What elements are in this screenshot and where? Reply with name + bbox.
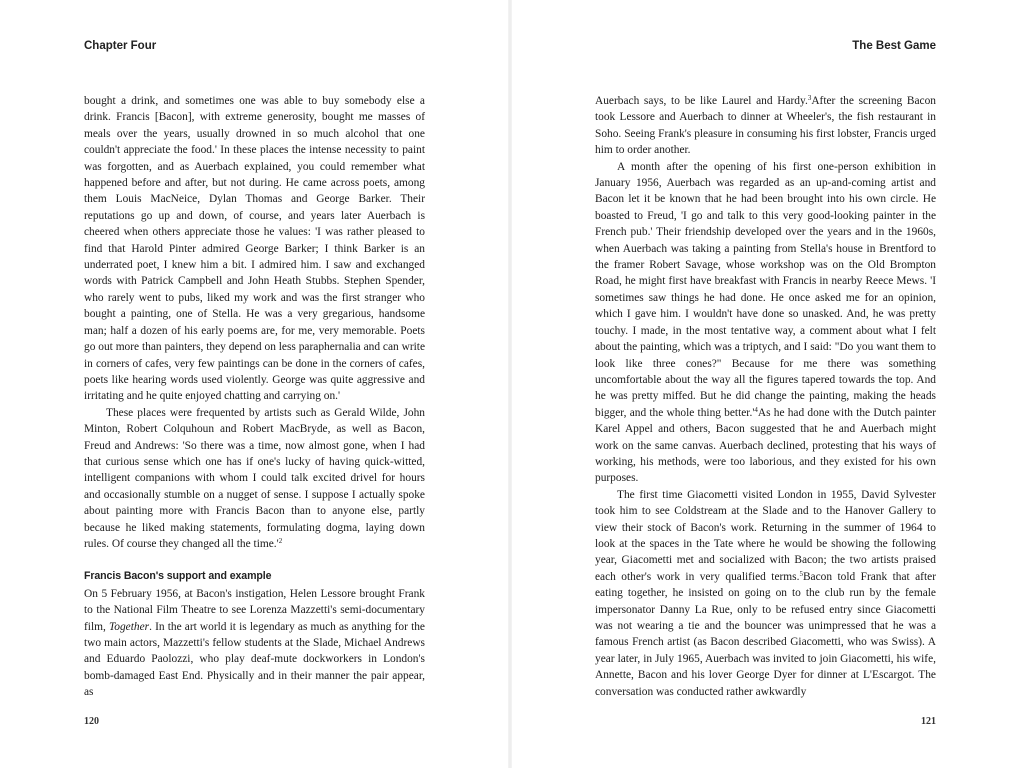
left-paragraph-3-end: . In the art world it is legendary as much as anything for the two main actors, Mazzetti's fellow students at the Slade, Michael Andrews and Eduardo Paolozzi, who play deaf-mute dockworkers in London's bomb-damaged East End. Physically and in their manner the pair appear, as (84, 620, 425, 699)
page-number-right: 121 (921, 716, 936, 727)
running-head-left: Chapter Four (84, 40, 157, 52)
right-paragraph-3 (595, 487, 936, 700)
footnote-ref-3: 3 (807, 94, 812, 102)
right-paragraph-2 (595, 159, 936, 487)
page-number-left: 120 (84, 716, 99, 727)
left-paragraph-3-start: On 5 February 1956, at Bacon's instigation, Helen Lessore brought Frank to the National Film Theatre to see Lorenza Mazzetti's semi-documentary film, (84, 587, 425, 633)
left-paragraph-3 (84, 586, 425, 701)
right-page (510, 0, 1020, 768)
right-paragraph-2-start: A month after the opening of his first one-person exhibition in January 1956, Auerbach was regarded as an up-and-coming artist and Bacon let it be known that he had been brought into his own circle. He boasted to Freud, 'I go and talk to this very good-looking painter in the French pub.' Their friendship developed over the years and in the 1960s, when Auerbach was taking a painting from Stella's house in Brentford to the framer Robert Savage, whose workshop was on the Old Brompton Road, he might first have breakfast with Francis in nearby Reece Mews. 'I sometimes saw things he had done. He once asked me for an opinion, which I gave him. I wouldn't have done so unasked. And, he was pretty touchy. I made, in the most tentative way, a comment about what I felt about the painting, which was a triptych, and I said: "Do you want them to look like three cones?" Because for me there was something uncomfortable about the way all the figures tapered towards the top. And he was pretty miffed. But he did change the painting, making the heads bigger, and the whole thing better.' (595, 160, 936, 419)
left-paragraph-2 (84, 405, 425, 553)
left-paragraph-1: bought a drink, and sometimes one was able to buy somebody else a drink. Francis [Bacon], with extreme generosity, bought me masses of meals over the years, usually drowned in so much alcohol that one couldn't appreciate the food.' In these places the intense necessity to paint was forgotten, and as Auerbach explained, you could remember what happened before and after, but not during. He came across poets, among them Louis MacNeice, Dylan Thomas and George Barker. Their reputations go up and down, of course, and years later Auerbach is cheered when others appreciate those he values: 'I was rather pleased to find that Harold Pinter admired George Barker; I think Barker is an underrated poet, I knew him a bit. I admired him. I saw and exchanged words with Patrick Campbell and John Heath Stubbs. Stephen Spender, who rarely went to pubs, liked my work and was the first stranger who bought a painting, one of Stella. He was a very gregarious, handsome man; half a dozen of his early poems are, for me, very memorable. Poets go out more than painters, they depend on less paraphernalia and can write in corners of cafes, very few paintings can be done in the corners of cafes, poets like hearing words used violently. George was quite aggressive and irritating and he quite enjoyed chatting and carrying on.' (84, 95, 425, 403)
right-paragraph-1 (595, 93, 936, 159)
right-paragraph-2-end: As he had done with the Dutch painter Karel Appel and others, Bacon suggested that he and Auerbach might work on the same canvas. Auerbach declined, protesting that his ways of working, his methods, were too laborious, and they existed for his own purposes. (595, 406, 936, 485)
left-page-body (84, 93, 425, 701)
right-paragraph-1-end: After the screening Bacon took Lessore and Auerbach to dinner at Wheeler's, the fish restaurant in Soho. Seeing Frank's pleasure in consuming his first lobster, Francis urged him to order another. (595, 95, 936, 157)
footnote-ref-4: 4 (754, 405, 758, 414)
footnote-ref-2: 2 (278, 536, 283, 545)
section-subheading: Francis Bacon's support and example (84, 570, 272, 583)
right-paragraph-3-end: Bacon told Frank that after eating together, he insisted on going on to the club run by the female impersonator Danny La Rue, only to be refused entry since Giacometti was not wearing a tie and the bouncer was unimpressed that he was a famous French artist (as Bacon described Giacometti, who was Swiss). A year later, in July 1965, Auerbach was invited to join Giacometti, his wife, Annette, Bacon and his lover George Dyer for dinner at L'Escargot. The conversation was conducted rather awkwardly (595, 570, 936, 698)
film-title: Together (108, 620, 150, 633)
right-paragraph-1-start: Auerbach says, to be like Laurel and Hardy. (595, 95, 808, 107)
footnote-ref-5: 5 (799, 569, 803, 578)
left-paragraph-2-text: These places were frequented by artists such as Gerald Wilde, John Minton, Robert Colquhoun and Robert MacBryde, as well as Bacon, Freud and Andrews: 'So there was a time, now almost gone, when I had that curious sense which one has if one's lucky of having quick-witted, intelligent companions with whom I could talk excited drivel for hours and occasionally stumble on a nugget of sense. I suppose I actually spoke about painting more with Francis Bacon than to anyone else, partly because he liked making statements, formulating dogma, laying down rules. Of course they changed all the time.' (84, 406, 425, 550)
running-head-right: The Best Game (852, 40, 936, 52)
right-page-body (595, 93, 936, 700)
right-paragraph-3-start: The first time Giacometti visited London in 1955, David Sylvester took him to see Coldstream at the Slade and to the Hanover Gallery to view their stock of Bacon's work. Returning in the summer of 1964 to look at the spaces in the Tate where he would be showing the following year, Giacometti met and socialized with Bacon; the two artists praised each other's work in very qualified terms. (595, 488, 936, 583)
